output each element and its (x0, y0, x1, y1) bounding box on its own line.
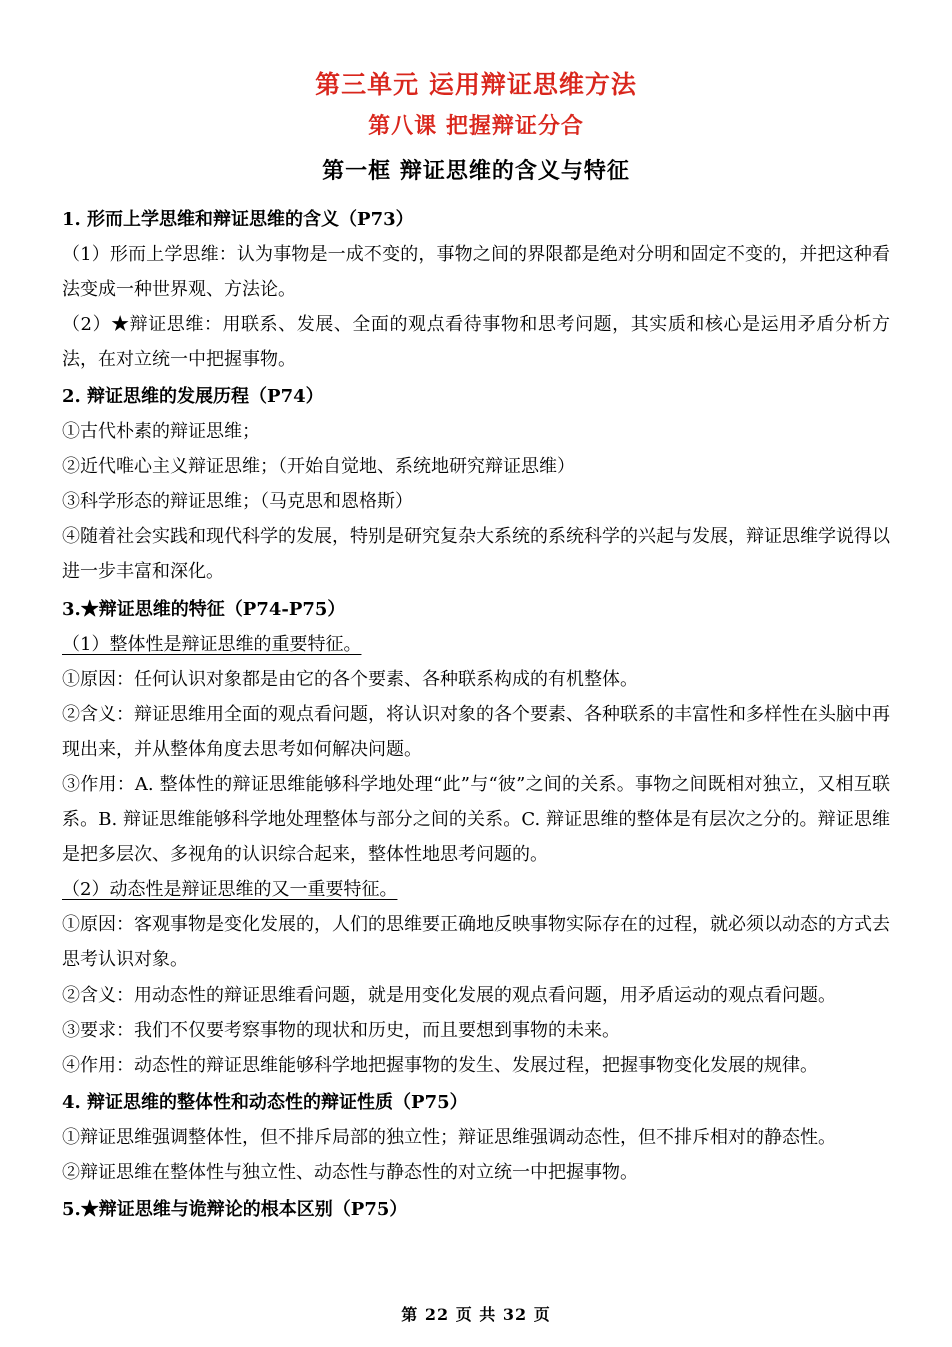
paragraph: ②辩证思维在整体性与独立性、动态性与静态性的对立统一中把握事物。 (62, 1162, 638, 1184)
footer-middle: 页 共 (455, 1305, 497, 1324)
paragraph: ②近代唯心主义辩证思维；（开始自觉地、系统地研究辩证思维） (62, 456, 575, 478)
paragraph: ②含义：辩证思维用全面的观点看问题，将认识对象的各个要素、各种联系的丰富性和多样性在头脑中再现出来，并从整体角度去思考如何解决问题。 (62, 703, 890, 760)
footer-suffix: 页 (533, 1305, 551, 1324)
paragraph: ④随着社会实践和现代科学的发展，特别是研究复杂大系统的系统科学的兴起与发展，辩证思维学说得以进一步丰富和深化。 (62, 526, 890, 583)
frame-title: 第一框 辩证思维的含义与特征 (322, 157, 630, 184)
section-heading: 4. 辩证思维的整体性和动态性的辩证性质（P75） (62, 1091, 468, 1113)
paragraph-underlined (62, 872, 890, 907)
paragraph-underlined (62, 627, 890, 662)
paragraph: ③科学形态的辩证思维；（马克思和恩格斯） (62, 491, 413, 513)
paragraph: ①原因：客观事物是变化发展的，人们的思维要正确地反映事物实际存在的过程，就必须以动态的方式去思考认识对象。 (62, 914, 890, 971)
section-heading: 1. 形而上学思维和辩证思维的含义（P73） (62, 208, 414, 230)
footer-total-pages: 32 (502, 1305, 528, 1324)
section-heading: 5.★辩证思维与诡辩论的根本区别（P75） (62, 1199, 408, 1221)
section-heading: 2. 辩证思维的发展历程（P74） (62, 385, 324, 407)
document-body (62, 202, 890, 1228)
paragraph: ①原因：任何认识对象都是由它的各个要素、各种联系构成的有机整体。 (62, 668, 638, 690)
footer-current-page: 22 (424, 1305, 450, 1324)
underlined-text: （2）动态性是辩证思维的又一重要特征。 (62, 879, 398, 901)
paragraph: ③作用：A. 整体性的辩证思维能够科学地处理“此”与“彼”之间的关系。事物之间既相对独立，又相互联系。B. 辩证思维能够科学地处理整体与部分之间的关系。C. 辩证思维的整体是有层次之分的。辩证思维是把多层次、多视角的认识综合起来，整体性地思考问题的。 (62, 774, 890, 866)
lesson-title: 第八课 把握辩证分合 (368, 112, 584, 139)
paragraph: （1）形而上学思维：认为事物是一成不变的，事物之间的界限都是绝对分明和固定不变的，并把这种看法变成一种世界观、方法论。 (62, 243, 890, 300)
paragraph: ①古代朴素的辩证思维； (62, 421, 260, 443)
section-heading: 3.★辩证思维的特征（P74-P75） (62, 598, 346, 620)
paragraph: ①辩证思维强调整体性，但不排斥局部的独立性；辩证思维强调动态性，但不排斥相对的静态性。 (62, 1126, 836, 1148)
paragraph: ②含义：用动态性的辩证思维看问题，就是用变化发展的观点看问题，用矛盾运动的观点看问题。 (62, 984, 836, 1006)
underlined-text: （1）整体性是辩证思维的重要特征。 (62, 633, 362, 655)
footer-prefix: 第 (401, 1305, 419, 1324)
paragraph: ④作用：动态性的辩证思维能够科学地把握事物的发生、发展过程，把握事物变化发展的规律。 (62, 1054, 818, 1076)
paragraph: （2）★辩证思维：用联系、发展、全面的观点看待事物和思考问题，其实质和核心是运用矛盾分析方法，在对立统一中把握事物。 (62, 313, 890, 370)
paragraph: ③要求：我们不仅要考察事物的现状和历史，而且要想到事物的未来。 (62, 1019, 620, 1041)
page-footer (0, 1302, 952, 1325)
unit-title: 第三单元 运用辩证思维方法 (315, 70, 637, 99)
